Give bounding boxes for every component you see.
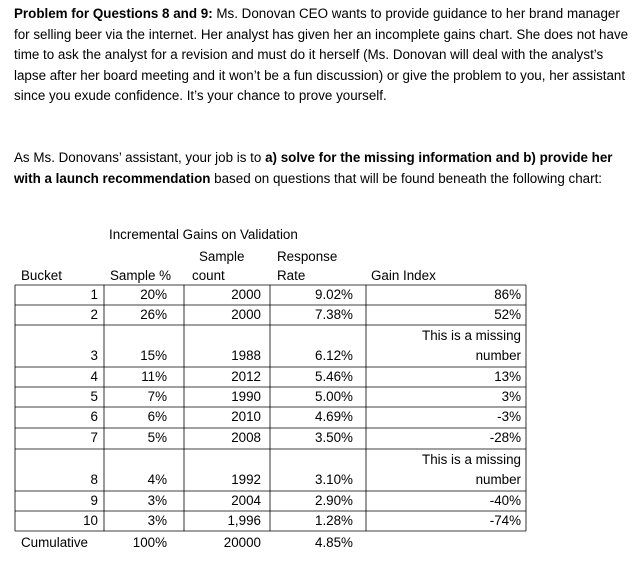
gain-index-cell: 13% bbox=[494, 369, 521, 384]
gain-index-missing-line1: This is a missing bbox=[422, 452, 521, 467]
sample-count-cell: 2000 bbox=[231, 287, 261, 302]
sample-pct-cell: 11% bbox=[141, 369, 167, 384]
bucket-cell: 8 bbox=[90, 472, 98, 487]
gain-index-missing-line1: This is a missing bbox=[422, 328, 521, 343]
bucket-cell: 9 bbox=[90, 493, 98, 508]
header-count: count bbox=[192, 268, 225, 283]
sample-pct-cell: 6% bbox=[147, 409, 167, 424]
sample-pct-cell: 4% bbox=[147, 472, 167, 487]
sample-pct-cell: 5% bbox=[147, 430, 167, 445]
response-rate-cell: 9.02% bbox=[315, 287, 353, 302]
cumulative-pct: 100% bbox=[132, 535, 167, 550]
response-rate-cell: 3.10% bbox=[315, 472, 353, 487]
sample-count-cell: 2012 bbox=[231, 369, 261, 384]
header-sample: Sample bbox=[199, 249, 245, 264]
gain-index-cell: -74% bbox=[489, 513, 521, 528]
sample-count-cell: 2008 bbox=[231, 430, 261, 445]
header-bucket: Bucket bbox=[21, 268, 62, 283]
response-rate-cell: 6.12% bbox=[315, 348, 353, 363]
gain-index-cell: -28% bbox=[489, 430, 521, 445]
sample-pct-cell: 15% bbox=[140, 348, 167, 363]
response-rate-cell: 2.90% bbox=[315, 493, 353, 508]
response-rate-cell: 4.69% bbox=[315, 409, 353, 424]
cumulative-rate: 4.85% bbox=[315, 535, 353, 550]
sample-pct-cell: 3% bbox=[147, 513, 167, 528]
sample-pct-cell: 3% bbox=[147, 493, 167, 508]
bucket-cell: 3 bbox=[90, 348, 98, 363]
bucket-cell: 2 bbox=[90, 307, 98, 322]
header-gain-index: Gain Index bbox=[371, 268, 436, 283]
header-rate: Rate bbox=[277, 268, 306, 283]
cumulative-label: Cumulative bbox=[21, 535, 88, 550]
response-rate-cell: 5.00% bbox=[315, 389, 353, 404]
sample-count-cell: 1,996 bbox=[227, 513, 261, 528]
sample-pct-cell: 26% bbox=[140, 307, 167, 322]
bucket-cell: 6 bbox=[90, 409, 98, 424]
table-title: Incremental Gains on Validation bbox=[109, 227, 298, 242]
gain-index-cell: -40% bbox=[489, 493, 521, 508]
sample-pct-cell: 7% bbox=[147, 389, 167, 404]
header-sample-pct: Sample % bbox=[110, 268, 172, 283]
gain-index-cell: -3% bbox=[497, 409, 521, 424]
task-bold: a) solve for the missing information and b) provide her with a launch recommendation bbox=[14, 150, 613, 186]
gain-index-missing-line2: number bbox=[475, 472, 521, 487]
response-rate-cell: 1.28% bbox=[315, 513, 353, 528]
sample-pct-cell: 20% bbox=[140, 287, 167, 302]
sample-count-cell: 1988 bbox=[231, 348, 261, 363]
bucket-cell: 4 bbox=[90, 369, 98, 384]
sample-count-cell: 2004 bbox=[231, 493, 261, 508]
task-text-1: As Ms. Donovans’ assistant, your job is to bbox=[14, 150, 266, 165]
task-text-2: based on questions that will be found beneath the following chart: bbox=[210, 170, 603, 186]
cumulative-count: 20000 bbox=[223, 535, 261, 550]
gain-index-missing-line2: number bbox=[475, 348, 521, 363]
response-rate-cell: 5.46% bbox=[315, 369, 353, 384]
sample-count-cell: 2000 bbox=[231, 307, 261, 322]
sample-count-cell: 2010 bbox=[231, 409, 261, 424]
bucket-cell: 5 bbox=[90, 389, 98, 404]
bucket-cell: 10 bbox=[83, 513, 98, 528]
response-rate-cell: 3.50% bbox=[315, 430, 353, 445]
bucket-cell: 1 bbox=[90, 287, 98, 302]
bucket-cell: 7 bbox=[90, 430, 98, 445]
header-response: Response bbox=[277, 249, 338, 264]
problem-label: Problem for Questions 8 and 9: bbox=[14, 6, 213, 21]
response-rate-cell: 7.38% bbox=[315, 307, 353, 322]
gain-index-cell: 3% bbox=[501, 389, 521, 404]
gain-index-cell: 86% bbox=[494, 287, 521, 302]
problem-text: Ms. Donovan CEO wants to provide guidance to her brand manager for selling beer via the internet. Her analyst has given her an incomplete gains chart. She does not have time to ask the analyst for a revision and must do it herself (Ms. Donovan will deal with the analyst’s lapse after her board meeting and it won’t be a fun discussion) or give the problem to you, her assistant since you exude confidence. It’s your chance to prove yourself. bbox=[14, 6, 629, 103]
gain-index-cell: 52% bbox=[494, 307, 521, 322]
sample-count-cell: 1990 bbox=[231, 389, 261, 404]
sample-count-cell: 1992 bbox=[231, 472, 261, 487]
